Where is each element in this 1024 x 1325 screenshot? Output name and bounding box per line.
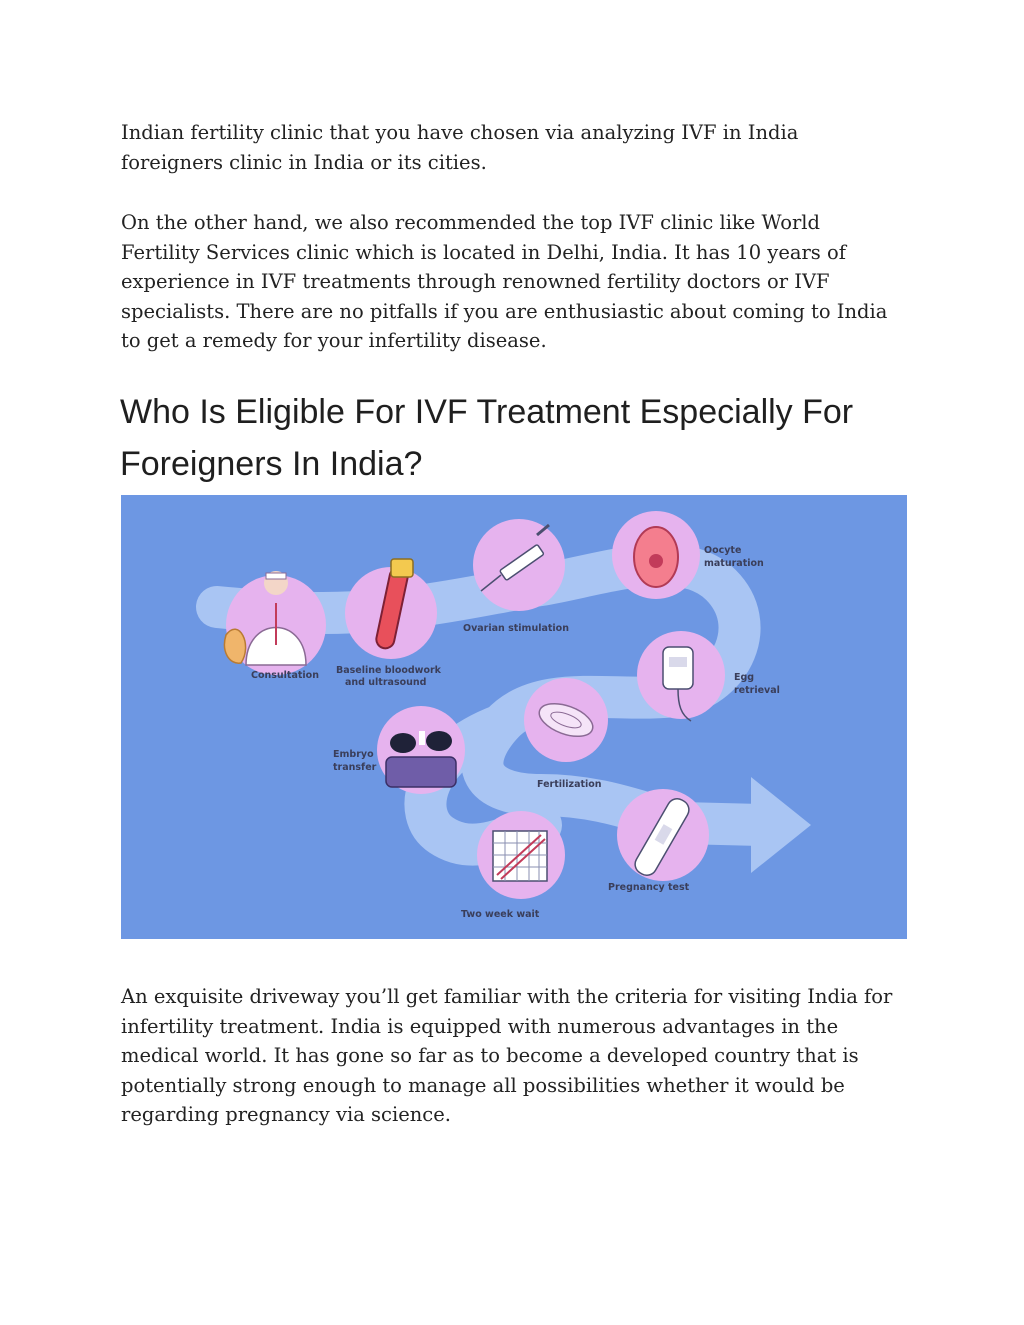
closing-paragraph (121, 982, 911, 1130)
text-line: On the other hand, we also recommended the top IVF clinic like World (121, 211, 820, 234)
step-label-line: Oocyte (704, 545, 742, 556)
intro-paragraph (121, 118, 911, 177)
text-line: medical world. It has gone so far as to become a developed country that is (121, 1044, 859, 1067)
calendar-icon (493, 831, 547, 881)
text-line: regarding pregnancy via science. (121, 1103, 451, 1126)
section-heading (120, 386, 920, 490)
text-line: experience in IVF treatments through renowned fertility doctors or IVF (121, 270, 830, 293)
text-line: Indian fertility clinic that you have chosen via analyzing IVF in India (121, 121, 799, 144)
step-label-line: transfer (333, 762, 377, 773)
step-label: Ovarian stimulation (463, 623, 569, 634)
text-line: specialists. There are no pitfalls if you are enthusiastic about coming to India (121, 299, 888, 323)
egg-cell-icon (634, 527, 678, 587)
step-label: Consultation (251, 670, 319, 681)
step-label-line: Egg (734, 672, 755, 683)
text-line: to get a remedy for your infertility disease. (121, 329, 547, 352)
step-label-line: retrieval (734, 685, 780, 696)
text-line: foreigners clinic in India or its cities. (121, 150, 487, 174)
recommendation-paragraph (121, 208, 911, 356)
step-label-line: maturation (704, 558, 764, 569)
text-line: Fertility Services clinic which is located in Delhi, India. It has 10 years of (121, 240, 846, 264)
step-label: Fertilization (537, 779, 602, 790)
step-label-line: Baseline bloodwork (336, 665, 441, 676)
text-line: An exquisite driveway you’ll get familiar with the criteria for visiting India for (121, 985, 893, 1008)
step-label-line: and ultrasound (345, 677, 427, 688)
text-line: potentially strong enough to manage all possibilities whether it would be (121, 1073, 845, 1097)
ivf-process-svg (121, 495, 907, 939)
step-label-line: Embryo (333, 749, 374, 760)
heading-line: Who Is Eligible For IVF Treatment Especially For (120, 393, 854, 431)
clinic-bed-icon (386, 731, 456, 787)
text-line: infertility treatment. India is equipped with numerous advantages in the (121, 1014, 839, 1038)
heading-line: Foreigners In India? (120, 445, 423, 483)
step-label: Pregnancy test (608, 882, 690, 893)
ivf-process-illustration (121, 495, 907, 939)
step-label: Two week wait (461, 909, 540, 920)
